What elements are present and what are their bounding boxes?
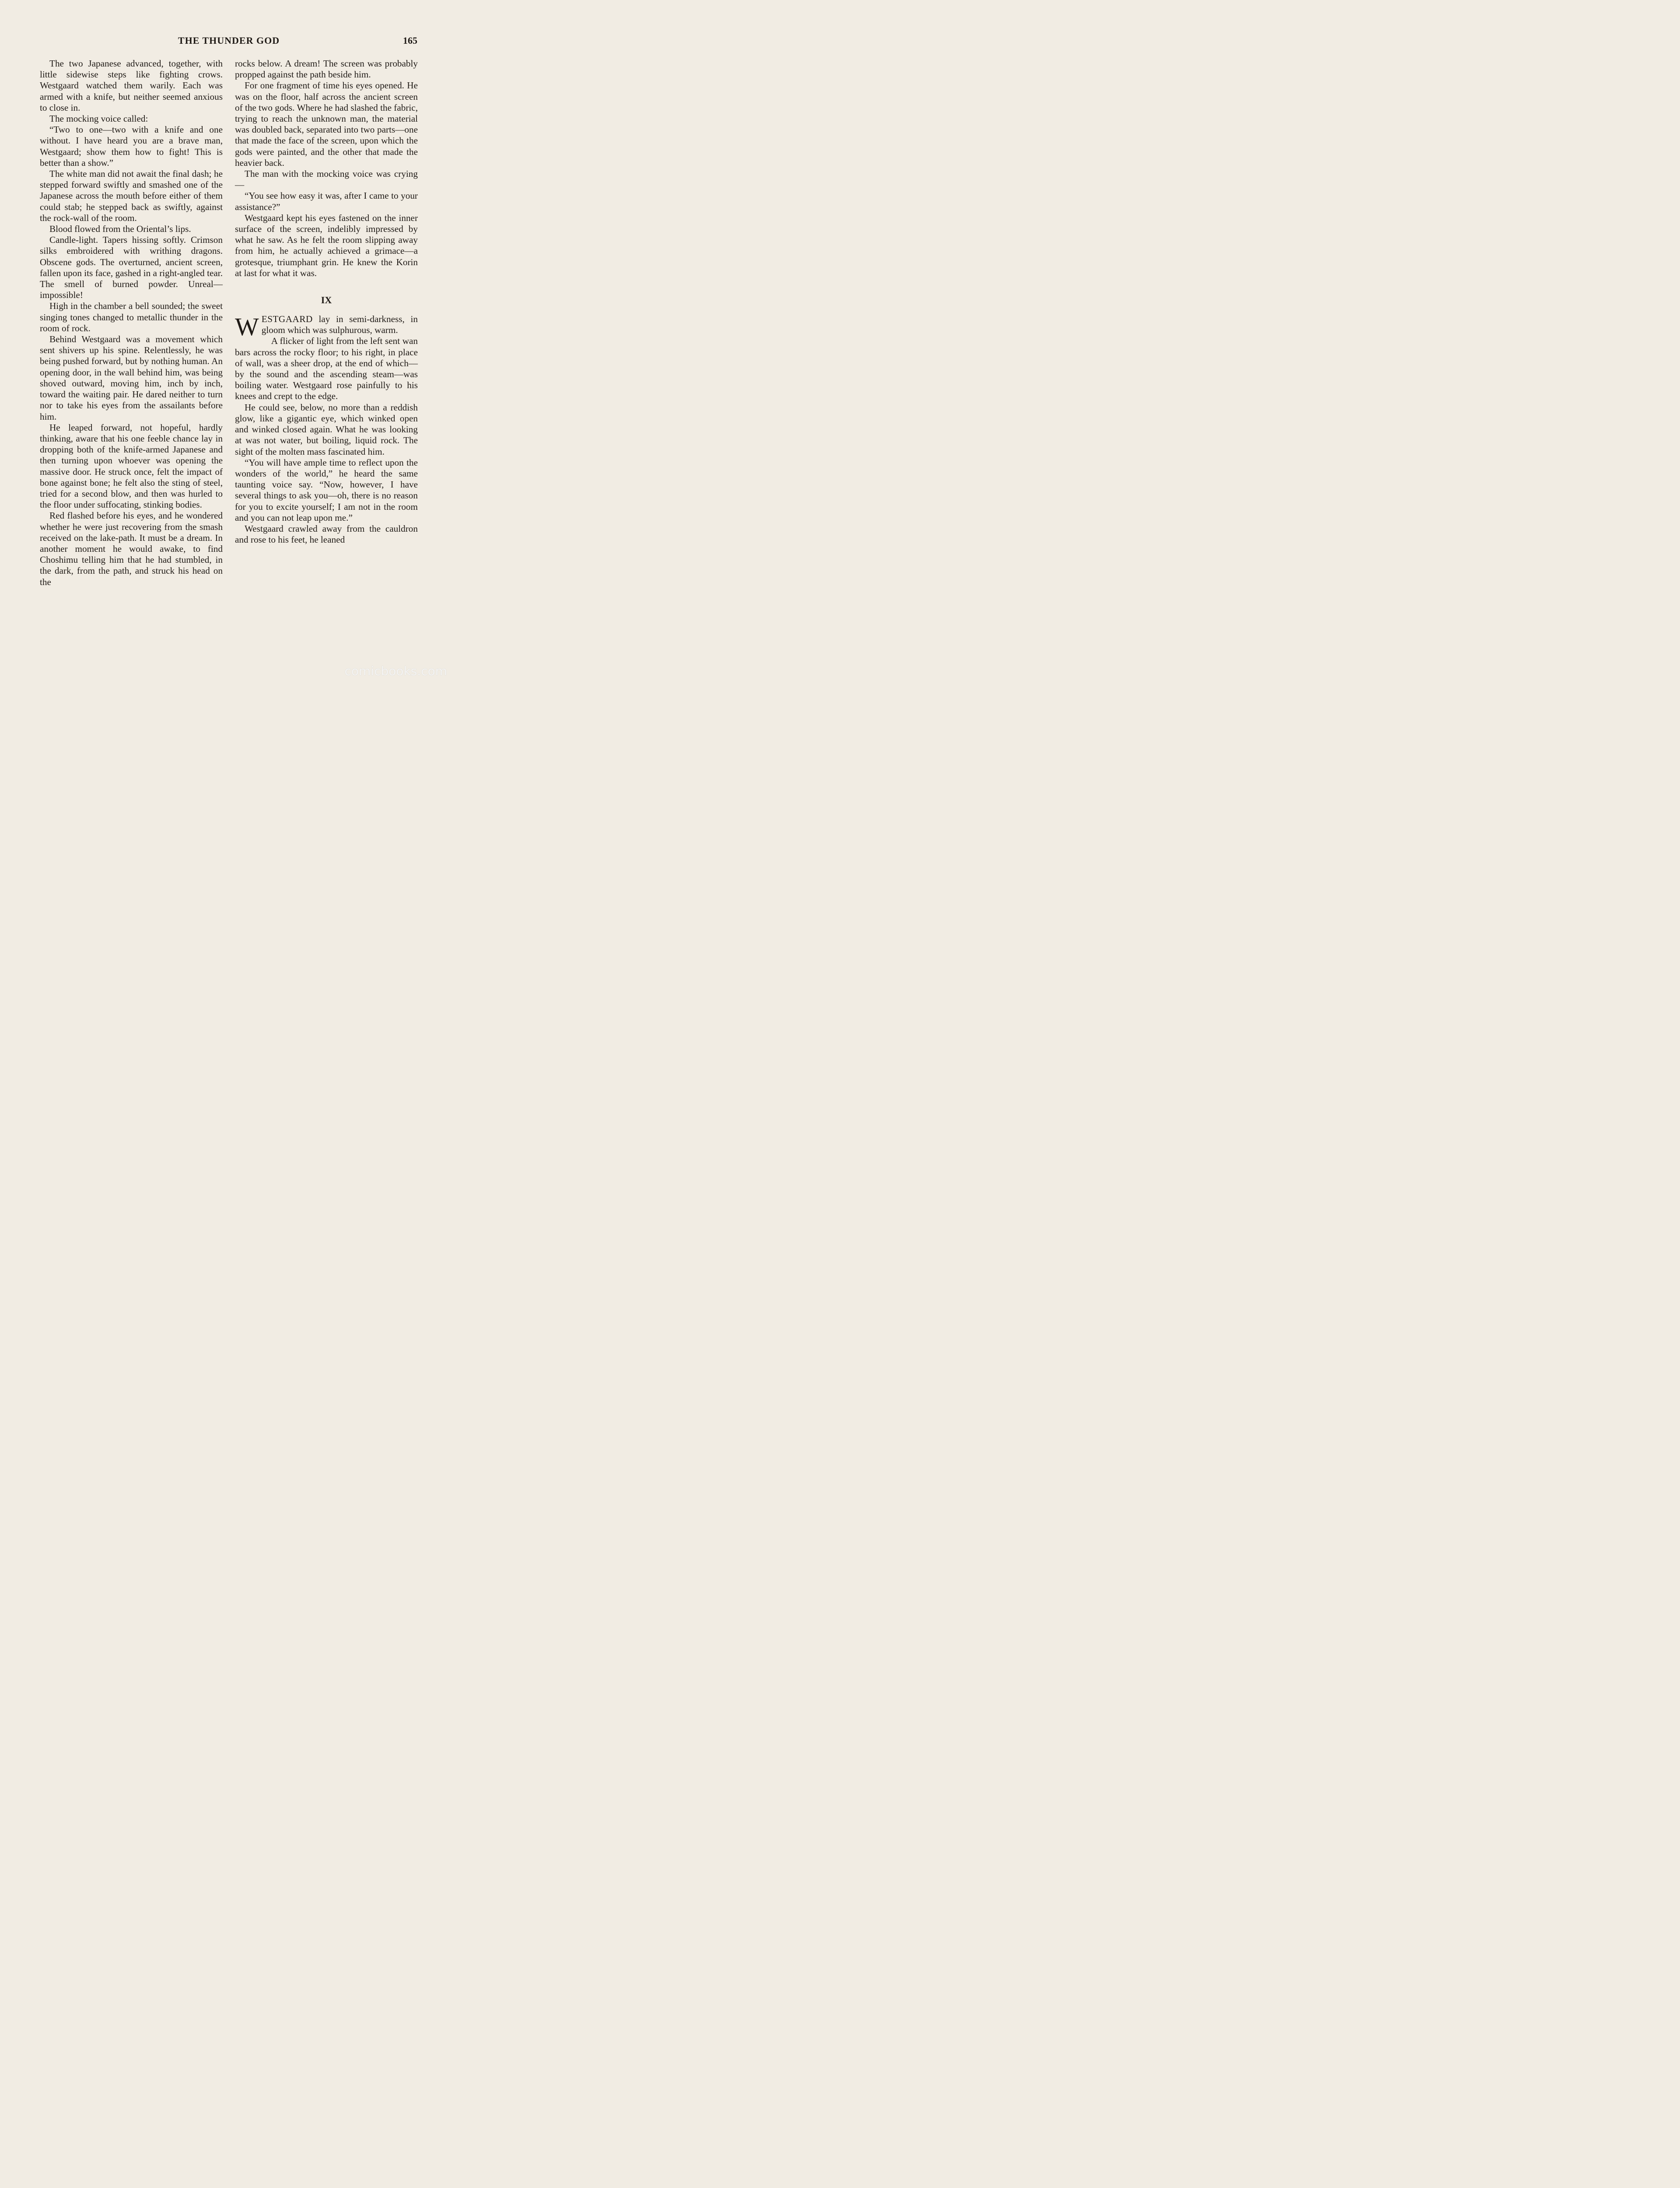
paragraph: Candle-light. Tapers hissing softly. Crimson silks embroidered with writhing dragons. Obscene gods. The overturned, ancient screen, fallen upon its face, gashed in a right-angled tear. The smell of burned powder. Unreal—impossible! [40,235,223,301]
page-header [40,35,417,50]
paragraph: For one fragment of time his eyes opened. He was on the floor, half across the ancient screen of the two gods. Where he had slashed the fabric, trying to reach the unknown man, the material was doubled back, separated into two parts—one that made the face of the screen, upon which the gods were painted, and the other that made the heavier back. [235,80,418,168]
paragraph: The two Japanese advanced, together, with little sidewise steps like fighting crows. Westgaard watched them warily. Each was armed with a knife, but neither seemed anxious to close in. [40,58,223,113]
running-title: THE THUNDER GOD [178,35,280,46]
paragraph: He could see, below, no more than a reddish glow, like a gigantic eye, which winked open and winked closed again. What he was looking at was not water, but boiling, liquid rock. The sight of the molten mass fascinated him. [235,402,418,457]
paragraph: “You will have ample time to reflect upon the wonders of the world,” he heard the same taunting voice say. “Now, however, I have several things to ask you—oh, there is no reason for you to excite yourself; I am not in the room and you can not leap upon me.” [235,457,418,523]
paragraph: “Two to one—two with a knife and one without. I have heard you are a brave man, Westgaard; show them how to fight! This is better than a show.” [40,124,223,168]
paragraph: High in the chamber a bell sounded; the sweet singing tones changed to metallic thunder in the room of rock. [40,301,223,333]
paragraph: He leaped forward, not hopeful, hardly thinking, aware that his one feeble chance lay in dropping both of the knife-armed Japanese and then turning upon whoever was opening the massive door. He struck once, felt the impact of bone against bone; he felt also the sting of steel, tried for a second blow, and then was hurled to the floor under suffocating, stinking bodies. [40,422,223,510]
chapter-opening-paragraph [235,312,418,341]
paragraph: A flicker of light from the left sent wan bars across the rocky floor; to his right, in place of wall, was a sheer drop, at the end of which—by the sound and the ascending steam—was boiling water. Westgaard rose painfully to his knees and crept to the edge. [235,336,418,402]
opening-text: lay in semi-darkness, in gloom which was sulphurous, warm. [261,314,418,336]
chapter-heading: IX [321,295,332,306]
watermark: comicbooks.com [344,664,447,678]
paragraph: Blood flowed from the Oriental’s lips. [49,224,191,235]
paragraph: The man with the mocking voice was crying— [235,168,418,190]
paragraph: The mocking voice called: [49,113,148,124]
paragraph: “You see how easy it was, after I came to your assistance?” [235,190,418,212]
drop-cap: W [235,312,259,341]
paragraph: Westgaard kept his eyes fastened on the inner surface of the screen, indelibly impressed by what he saw. As he felt the room slipping away from him, he actually achieved a grimace—a grotesque, triumphant grin. He knew the Korin at last for what it was. [235,212,418,278]
paragraph: Westgaard crawled away from the cauldron and rose to his feet, he leaned [235,523,418,545]
paragraph: The white man did not await the final dash; he stepped forward swiftly and smashed one of the Japanese across the mouth before either of them could stab; he stepped back as swiftly, against the rock-wall of the room. [40,168,223,223]
page-number: 165 [403,35,417,46]
paragraph: Behind Westgaard was a movement which sent shivers up his spine. Relentlessly, he was being pushed forward, but by nothing human. An opening door, in the wall behind him, was being shoved outward, moving him, inch by inch, toward the waiting pair. He dared neither to turn nor to take his eyes from the assailants before him. [40,334,223,422]
right-column [235,58,418,545]
left-column [40,58,223,588]
paragraph: Red flashed before his eyes, and he wondered whether he were just recovering from the smash received on the lake-path. It must be a dream. In another moment he would awake, to find Choshimu telling him that he had stumbled, in the dark, from the path, and struck his head on the [40,510,223,587]
opening-small-caps: ESTGAARD [261,314,313,325]
paragraph-continued: rocks below. A dream! The screen was probably propped against the path beside him. [235,58,418,80]
